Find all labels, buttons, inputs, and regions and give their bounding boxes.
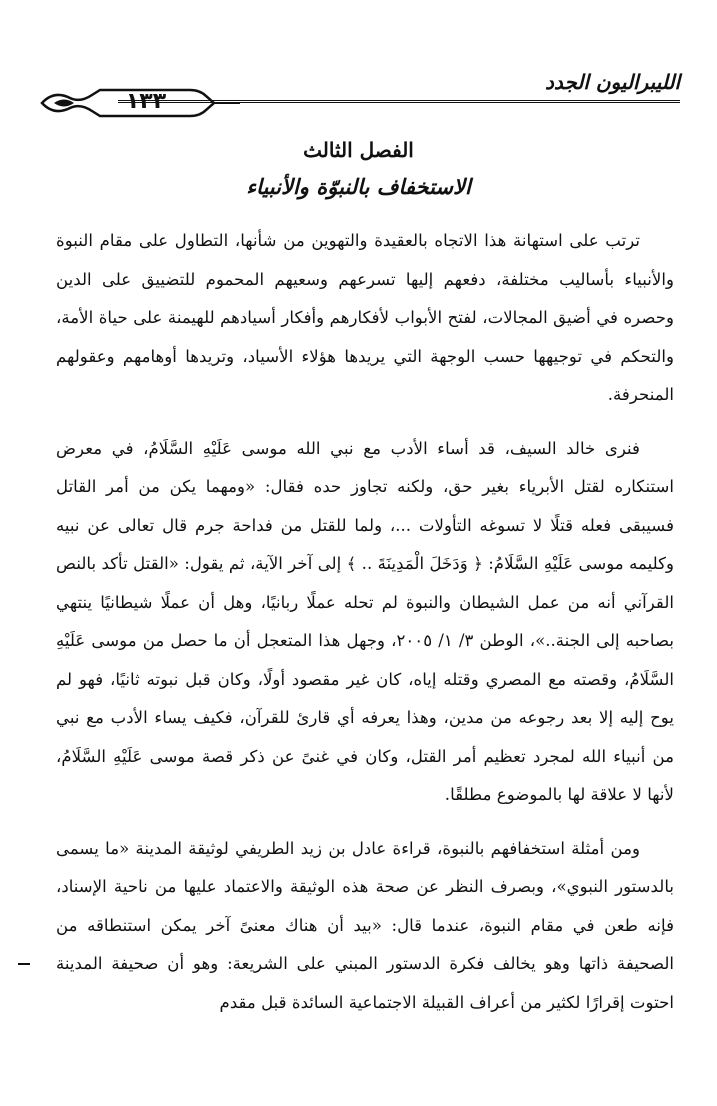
running-title: الليبراليون الجدد (544, 70, 680, 94)
paragraph: ومن أمثلة استخفافهم بالنبوة، قراءة عادل بن زيد الطريفي لوثيقة المدينة «ما يسمى بالدستور النبوي»، وبصرف النظر عن صحة هذه الوثيقة والاعتماد عليها من ناحية الإسناد، فإنه طعن في مقام النبوة، عندما قال: «بيد أن هناك معنىً آخر يمكن استنطاقه من الصحيفة ذاتها وهو يخالف فكرة الدستور المبني على الشريعة: وهو أن صحيفة المدينة احتوت إقرارًا لكثير من أعراف القبيلة الاجتماعية السائدة قبل مقدم (56, 838, 674, 1012)
paragraph: ترتب على استهانة هذا الاتجاه بالعقيدة والتهوين من شأنها، التطاول على مقام النبوة والأنبياء بأساليب مختلفة، دفعهم إليها تسرعهم وسعيهم المحموم للتضييق على الدين وحصره في أضيق المجالات، لفتح الأبواب لأفكارهم وأفكار أسيادهم للهيمنة على حياة الأمة، والتحكم في توجيهها حسب الوجهة التي يريدها هؤلاء الأسياد، وتريدها أوهامهم وعقولهم المنحرفة. (56, 231, 674, 404)
body-text (56, 222, 674, 1022)
chapter-title: الاستخفاف بالنبوّة والأنبياء (246, 175, 471, 199)
page-number: ١٣٣ (125, 89, 167, 114)
margin-mark (18, 963, 30, 965)
page-header (40, 62, 680, 128)
paragraph: فنرى خالد السيف، قد أساء الأدب مع نبي الله موسى عَلَيْهِ السَّلَامُ، في معرض استنكاره لقتل الأبرياء بغير حق، ولكنه تجاوز حده فقال: «ومهما يكن من أمر القاتل فسيبقى فعله قتلًا لا تسوغه التأولات ...، ولما للقتل من فداحة جرم قال تعالى عن نبيه وكليمه موسى عَلَيْهِ السَّلَامُ: ﴿ وَدَخَلَ الْمَدِينَةَ .. ﴾ إلى آخر الآية، ثم يقول: «القتل تأكد بالنص القرآني أنه من عمل الشيطان والنبوة لم تحله عملًا ربانيًا، وهل أن عملًا شيطانيًا ينتهي بصاحبه إلى الجنة..»، الوطن ٣/ ١/ ٢٠٠٥، وجهل هذا المتعجل أن ما حصل من موسى عَلَيْهِ السَّلَامُ، وقصته مع المصري وقتله إياه، كان غير مقصود أولًا، وكان قبل نبوته ثانيًا، فهو لم يوح إليه إلا بعد رجوعه من مدين، وهذا يعرفه أي قارئ للقرآن، فكيف يساء الأدب مع نبي من أنبياء الله لمجرد تعظيم أمر القتل، وكان في غنىً عن ذكر قصة موسى عَلَيْهِ السَّلَامُ، لأنها لا علاقة لها بالموضوع مطلقًا. (56, 438, 675, 804)
chapter-label: الفصل الثالث (303, 138, 414, 162)
